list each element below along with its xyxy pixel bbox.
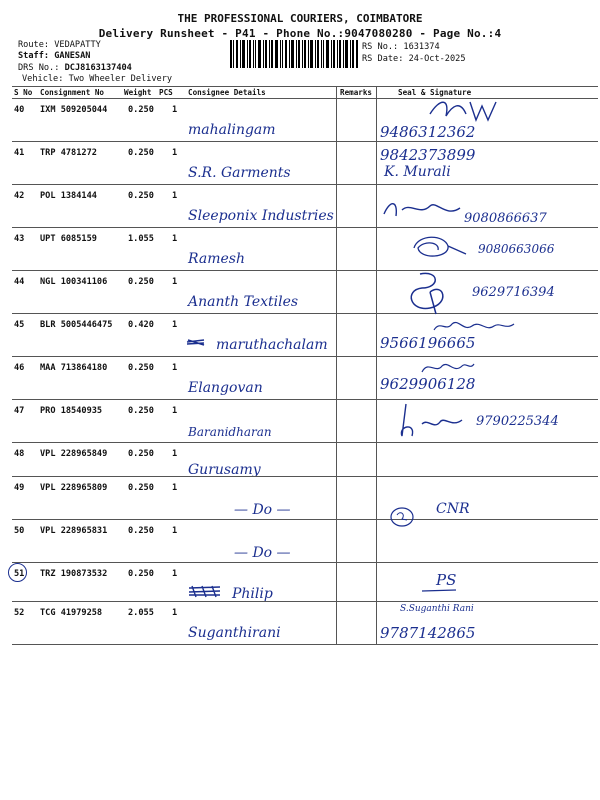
table-row [12,520,598,561]
row-weight: 0.250 [128,105,154,115]
signature-scribble-row42 [376,196,466,226]
row-pcs: 1 [172,234,178,244]
row-consignment-no: UPT 6085159 [40,234,97,244]
route-line [18,40,101,50]
row-consignment-no: MAA 713864180 [40,363,108,373]
row-sno: 48 [14,449,25,459]
row-pcs: 1 [172,608,178,618]
row-consignee-handwritten: Gurusamy [188,462,261,478]
row-pcs: 1 [172,449,178,459]
row-consignee-handwritten: — Do — [234,545,291,561]
row-sno: 52 [14,608,25,618]
row-consignment-no: TCG 41979258 [40,608,103,618]
row-sno: 44 [14,277,25,287]
row-weight: 0.250 [128,277,154,287]
row-pcs: 1 [172,569,178,579]
rs-no-line [362,42,440,52]
rs-no-label: RS No.: [362,42,399,52]
row-sno: 42 [14,191,25,201]
row-pcs: 1 [172,406,178,416]
row-sno: 49 [14,483,25,493]
row-weight: 2.055 [128,608,154,618]
row-consignment-no: TRZ 190873532 [40,569,108,579]
row-weight: 1.055 [128,234,154,244]
row-consignment-no: BLR 5005446475 [40,320,113,330]
row-signature-text: K. Murali [384,164,451,180]
staff-value: GANESAN [54,51,91,61]
row-phone-handwritten: 9080866637 [464,211,547,226]
row-consignment-no: PRO 18540935 [40,406,103,416]
row-phone-handwritten: 9629906128 [380,375,476,393]
row-weight: 0.250 [128,148,154,158]
rs-date-line [362,54,466,64]
row-pcs: 1 [172,526,178,536]
table-row [12,357,598,398]
drs-line [18,63,132,73]
row-consignee-handwritten: Baranidharan [188,425,272,439]
row-pcs: 1 [172,191,178,201]
staff-line [18,51,90,61]
drs-label: DRS No.: [18,63,60,73]
table-row [12,271,598,312]
route-value: VEDAPATTY [54,40,101,50]
row-phone-handwritten: 9080663066 [478,242,555,256]
signature-scribble-row43 [404,232,474,262]
row-sno: 45 [14,320,25,330]
row-weight: 0.250 [128,526,154,536]
signature-scribble-row47 [392,400,472,440]
strike-scribble-row51 [188,584,222,598]
row-sno: 50 [14,526,25,536]
staff-label: Staff: [18,51,50,61]
row-phone-handwritten: 9566196665 [380,334,476,352]
rs-date-label: RS Date: [362,54,404,64]
company-title: THE PROFESSIONAL COURIERS, COIMBATORE [177,12,423,25]
row-weight: 0.250 [128,449,154,459]
row-consignee-handwritten: Ananth Textiles [188,294,299,310]
row-consignment-no: VPL 228965809 [40,483,108,493]
row-weight: 0.420 [128,320,154,330]
row-phone-handwritten: 9790225344 [476,414,559,429]
row-remark-handwritten: PS [436,571,457,589]
rs-date-value: 24-Oct-2025 [408,54,466,64]
row-consignee-handwritten: Sleeponix Industries [188,208,334,224]
col-header-consignee: Consignee Details [188,88,266,97]
row-phone-handwritten: 9629716394 [472,285,555,300]
table-row [12,563,598,604]
row-consignment-no: VPL 228965849 [40,449,108,459]
circled-row-mark [8,563,27,582]
barcode-image [230,40,358,68]
row-consignee-handwritten: mahalingam [188,122,276,138]
row-weight: 0.250 [128,483,154,493]
row-consignee-handwritten: Ramesh [188,251,245,267]
row-consignee-handwritten: Suganthirani [188,625,281,641]
table-row [12,228,598,269]
row-weight: 0.250 [128,569,154,579]
row-consignment-no: VPL 228965831 [40,526,108,536]
row-consignee-handwritten: Philip [232,586,273,602]
row-phone-handwritten: 9787142865 [380,624,476,642]
signature-scribble-row44 [400,268,466,318]
table-row [12,602,598,643]
row-pcs: 1 [172,363,178,373]
rs-no-value: 1631374 [403,42,440,52]
row-pcs: 1 [172,320,178,330]
col-header-remarks: Remarks [340,88,373,97]
table-row [12,142,598,183]
row-sno: 41 [14,148,25,158]
row-sno: 47 [14,406,25,416]
row-consignment-no: IXM 509205044 [40,105,108,115]
strike-scribble-row45 [186,336,206,348]
route-label: Route: [18,40,50,50]
table-top-rule [12,86,598,87]
row-weight: 0.250 [128,191,154,201]
col-header-consignment: Consignment No [40,88,105,97]
row-pcs: 1 [172,148,178,158]
row-phone-handwritten: 9842373899 [380,146,476,164]
vehicle-label: Vehicle: [22,74,64,84]
col-header-sno: S No [14,88,33,97]
runsheet-title: Delivery Runsheet - P41 - Phone No.:9047080280 - Page No.:4 [98,27,502,40]
row-remark-handwritten: CNR [436,501,470,517]
table-row [12,477,598,518]
row-phone-handwritten: 9486312362 [380,123,476,141]
row-consignee-handwritten: S.R. Garments [188,165,291,181]
row-weight: 0.250 [128,406,154,416]
signature-scribble-row49 [388,504,418,530]
col-header-signature: Seal & Signature [398,88,472,97]
table-row [12,185,598,226]
col-header-weight: Weight [124,88,152,97]
signature-scribble-row40 [400,96,520,126]
row-signature-name: S.Suganthi Rani [400,604,474,614]
row-consignment-no: POL 1384144 [40,191,97,201]
row-consignment-no: TRP 4781272 [40,148,97,158]
row-sno: 40 [14,105,25,115]
row-pcs: 1 [172,483,178,493]
row-pcs: 1 [172,277,178,287]
signature-scribble-row45 [430,318,520,336]
col-header-pcs: PCS [159,88,173,97]
row-sno: 51 [14,569,25,579]
row-sno: 46 [14,363,25,373]
table-bottom-rule [12,644,598,645]
drs-value: DCJ8163137404 [64,63,132,73]
vehicle-value: Two Wheeler Delivery [68,74,173,84]
table-row [12,400,598,441]
row-consignee-handwritten: — Do — [234,502,291,518]
signature-scribble-row46 [418,358,478,378]
row-pcs: 1 [172,105,178,115]
row-consignee-handwritten: maruthachalam [216,337,328,353]
row-consignment-no: NGL 100341106 [40,277,108,287]
row-weight: 0.250 [128,363,154,373]
row-sno: 43 [14,234,25,244]
row-consignee-handwritten: Elangovan [188,380,263,396]
underline-row51 [420,586,460,596]
vehicle-line [22,74,172,84]
